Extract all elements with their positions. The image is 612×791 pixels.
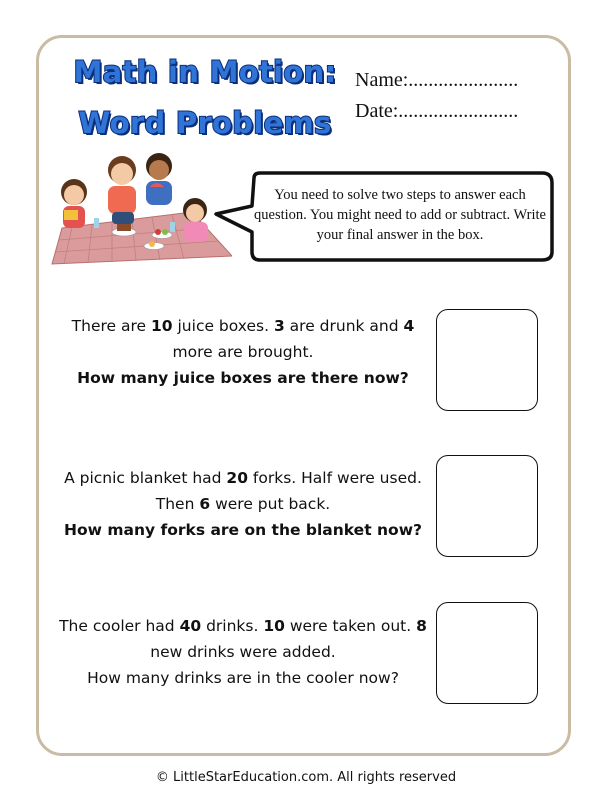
answer-box-1[interactable] <box>436 309 538 411</box>
question-3-text <box>59 617 427 661</box>
question-1-text <box>72 317 415 361</box>
question-1-part: There are <box>71 317 151 335</box>
question-2-part: 6 <box>199 495 211 513</box>
question-3-part: 40 <box>179 617 202 635</box>
question-3-part: The cooler had <box>59 617 180 635</box>
question-2 <box>58 465 428 543</box>
question-3-prompt: How many drinks are in the cooler now? <box>87 669 399 687</box>
question-3-part: new drinks were added. <box>150 643 336 661</box>
question-2-part: were put back. <box>210 495 331 513</box>
worksheet-title-line1: Math in Motion: <box>73 55 337 89</box>
question-3-part: drinks. <box>201 617 264 635</box>
question-3-part: 10 <box>263 617 285 635</box>
question-2-part: forks. Half were used. Then <box>155 469 422 513</box>
question-2-prompt: How many forks are on the blanket now? <box>64 521 422 539</box>
question-1-part: juice boxes. <box>172 317 274 335</box>
answer-box-2[interactable] <box>436 455 538 557</box>
name-field[interactable]: Name:...................... <box>355 69 519 91</box>
question-2-part: 20 <box>226 469 248 487</box>
question-3-part: 8 <box>416 617 427 635</box>
kids-picnic-illustration <box>42 140 232 268</box>
question-1-part: 3 <box>273 317 285 335</box>
instructions-text: You need to solve two steps to answer each question. You might need to add or subtract. Write your final answer in the box. <box>254 187 546 243</box>
question-3-part: were taken out. <box>284 617 417 635</box>
question-3 <box>58 613 428 691</box>
question-2-text <box>64 469 422 513</box>
question-1 <box>58 313 428 391</box>
question-1-part: 10 <box>151 317 173 335</box>
copyright-footer: © LittleStarEducation.com. All rights reserved <box>155 770 457 785</box>
question-2-part: A picnic blanket had <box>64 469 227 487</box>
answer-box-3[interactable] <box>436 602 538 704</box>
question-1-part: 4 <box>403 317 415 335</box>
question-1-part: are drunk and <box>284 317 404 335</box>
question-1-part: more are brought. <box>172 343 314 361</box>
date-field[interactable]: Date:........................ <box>355 100 519 122</box>
worksheet-title-line2: Word Problems <box>78 106 332 140</box>
question-1-prompt: How many juice boxes are there now? <box>77 369 409 387</box>
